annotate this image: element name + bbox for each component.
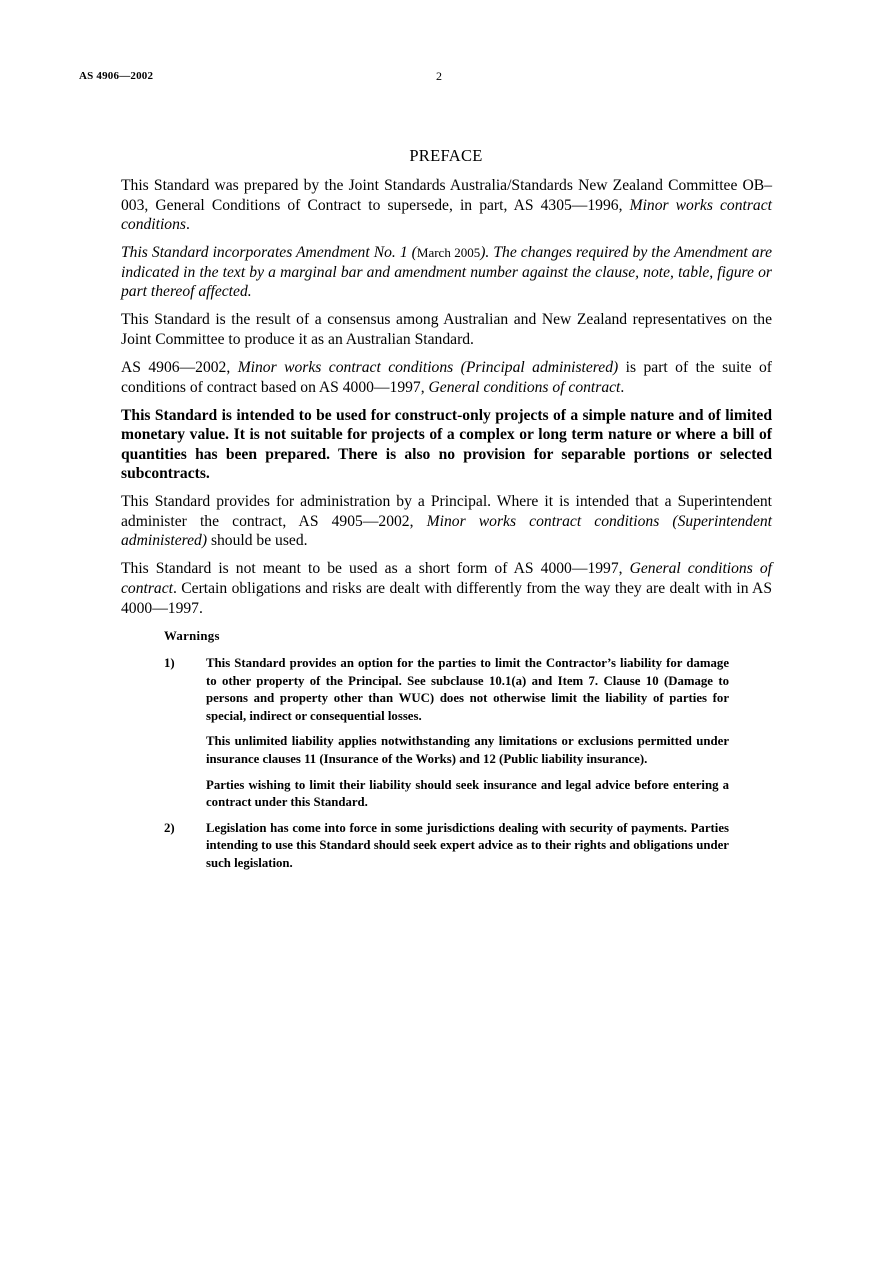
text-run-italic: This Standard incorporates Amendment No. 1 ( <box>121 244 417 262</box>
amendment-date: March 2005 <box>416 245 481 261</box>
paragraph-intended-use: This Standard is intended to be used for construct-only projects of a simple nature and of limited monetary value. It is not suitable for projects of a complex or long term nature or where a bill of quantities has been prepared. There is also no provision for separable portions or selected subcontracts. <box>121 406 772 483</box>
text-run: is part of the suite of conditions of contract based on AS 4000—1997, <box>121 358 772 396</box>
text-run: AS 4906—2002, <box>121 358 238 376</box>
text-run: This Standard is not meant to be used as a short form of AS 4000—1997, <box>121 560 630 578</box>
document-id: AS 4906—2002 <box>79 70 154 82</box>
text-run: . <box>620 378 625 396</box>
paragraph-consensus: This Standard is the result of a consensus among Australian and New Zealand representatives on the Joint Committee to produce it as an Australian Standard. <box>121 311 772 348</box>
warnings-heading: Warnings <box>164 629 220 643</box>
warnings-section <box>164 628 729 881</box>
warning-number: 1) <box>164 655 175 670</box>
text-run: This Standard provides for administration by a Principal. Where it is intended that a Superintendent administer the contract, AS 4905—2002, <box>121 493 772 530</box>
page-title: PREFACE <box>409 146 483 165</box>
warning-number: 2) <box>164 820 175 835</box>
preface-body <box>121 176 772 627</box>
warning-item <box>164 655 729 812</box>
text-run-italic: Minor works contract conditions (Principal administered) <box>237 358 619 376</box>
text-run: should be used. <box>207 532 308 550</box>
warning-paragraph: Legislation has come into force in some jurisdictions dealing with security of payments. Parties intending to use this Standard should seek expert advice as to their rights and obligations under such legislation. <box>206 820 729 871</box>
warning-paragraph: This Standard provides an option for the parties to limit the Contractor’s liability for damage to other property of the Principal. See subclause 10.1(a) and Item 7. Clause 10 (Damage to persons and property other than WUC) does not otherwise limit the liability of parties for special, indirect or consequential losses. <box>206 655 729 724</box>
text-run-italic: General conditions of contract <box>428 378 621 396</box>
text-run-italic: Minor works contract conditions (Superintendent administered) <box>121 512 773 550</box>
text-run-italic: ). The changes required by the Amendment are indicated in the text by a marginal bar and amendment number against the clause, note, table, figure or part thereof affected. <box>121 244 772 301</box>
paragraph-short-form <box>121 559 772 618</box>
paragraph-committee <box>121 176 772 235</box>
text-run: . <box>185 216 190 234</box>
warning-paragraph: Parties wishing to limit their liability should seek insurance and legal advice before entering a contract under this Standard. <box>206 777 729 810</box>
text-run: This Standard was prepared by the Joint Standards Australia/Standards New Zealand Committee OB–003, General Conditions of Contract to supersede, in part, AS 4305—1996, <box>121 177 772 214</box>
text-run: . Certain obligations and risks are dealt with differently from the way they are dealt with in AS 4000—1997. <box>121 580 772 617</box>
text-run-italic: General conditions of contract <box>121 560 772 598</box>
warning-paragraph: This unlimited liability applies notwithstanding any limitations or exclusions permitted under insurance clauses 11 (Insurance of the Works) and 12 (Public liability insurance). <box>206 734 729 767</box>
paragraph-amendment <box>121 243 772 302</box>
warning-item <box>164 820 729 873</box>
text-run-italic: Minor works contract conditions <box>121 196 772 234</box>
page-number: 2 <box>436 69 442 83</box>
paragraph-administration <box>121 492 772 551</box>
paragraph-suite <box>121 358 772 397</box>
